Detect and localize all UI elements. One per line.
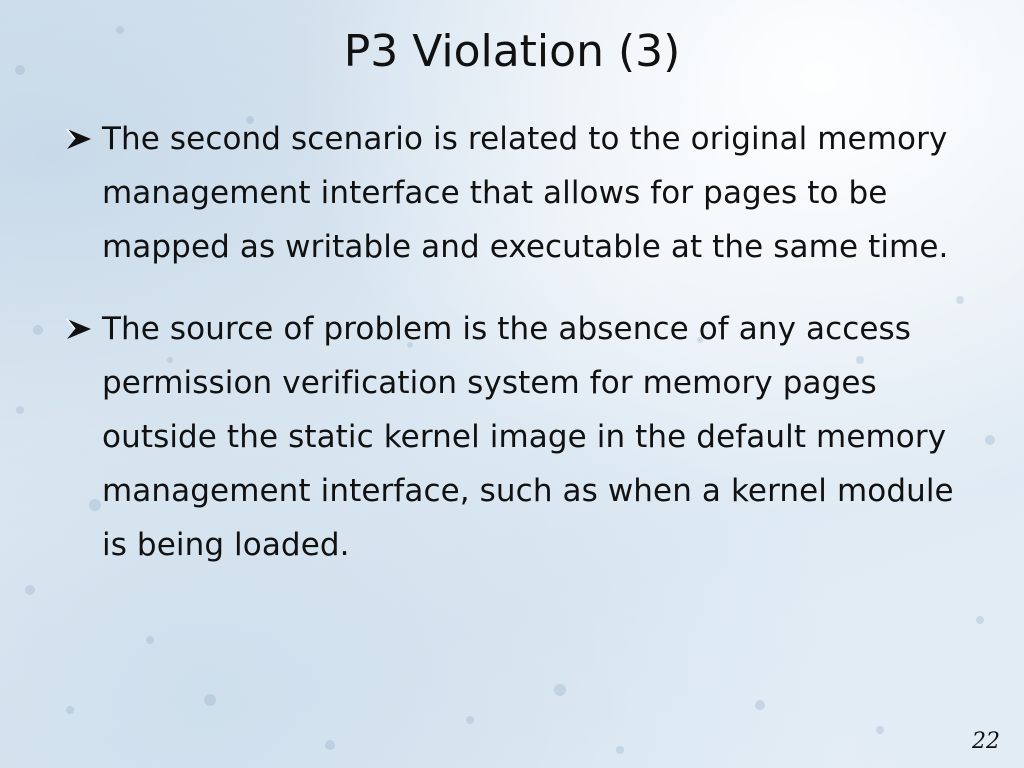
arrowhead-bullet-icon: [64, 127, 94, 151]
arrowhead-bullet-icon: [64, 317, 94, 341]
page-number: 22: [972, 729, 1000, 754]
slide-title: P3 Violation (3): [343, 26, 681, 77]
bullet-item: [60, 302, 980, 572]
bullet-list: [60, 112, 980, 572]
bullet-text: The second scenario is related to the original memory management interface that allows for pages to be mapped as writable and executable at the same time.: [102, 121, 949, 265]
bullet-text: The source of problem is the absence of any access permission verification system for memory pages outside the static kernel image in the default memory management interface, such as when a kernel module is being loaded.: [102, 311, 954, 563]
bullet-item: [60, 112, 980, 274]
